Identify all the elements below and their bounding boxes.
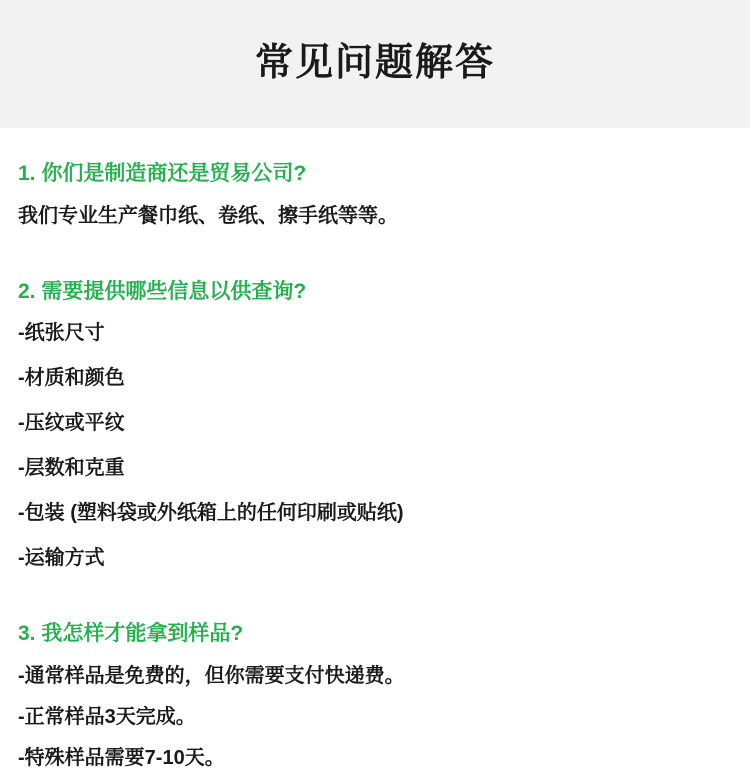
faq-answer: 我们专业生产餐巾纸、卷纸、擦手纸等等。 bbox=[18, 204, 398, 227]
faq-item-2 bbox=[18, 276, 732, 575]
faq-item-1 bbox=[18, 158, 732, 232]
list-item: -通常样品是免费的，但你需要支付快递费。 bbox=[18, 664, 405, 687]
spacer bbox=[18, 600, 732, 618]
list-item: -层数和克重 bbox=[18, 457, 125, 479]
faq-question: 1. 你们是制造商还是贸易公司? bbox=[18, 162, 307, 185]
page-title: 常见问题解答 bbox=[254, 42, 495, 85]
list-item: -运输方式 bbox=[18, 547, 105, 569]
faq-content bbox=[0, 128, 750, 774]
spacer bbox=[18, 258, 732, 276]
faq-item-3 bbox=[18, 618, 732, 774]
list-item: -纸张尺寸 bbox=[18, 322, 105, 344]
faq-question: 2. 需要提供哪些信息以供查询? bbox=[18, 279, 307, 303]
list-item: -压纹或平纹 bbox=[18, 412, 125, 434]
faq-question: 3. 我怎样才能拿到样品? bbox=[18, 622, 244, 645]
list-item: -材质和颜色 bbox=[18, 367, 125, 389]
list-item: -包装 (塑料袋或外纸箱上的任何印刷或贴纸) bbox=[18, 502, 404, 524]
list-item: -特殊样品需要7-10天。 bbox=[18, 746, 225, 769]
list-item: -正常样品3天完成。 bbox=[18, 705, 196, 728]
page-header bbox=[0, 0, 750, 128]
faq-answer-list bbox=[18, 317, 732, 574]
